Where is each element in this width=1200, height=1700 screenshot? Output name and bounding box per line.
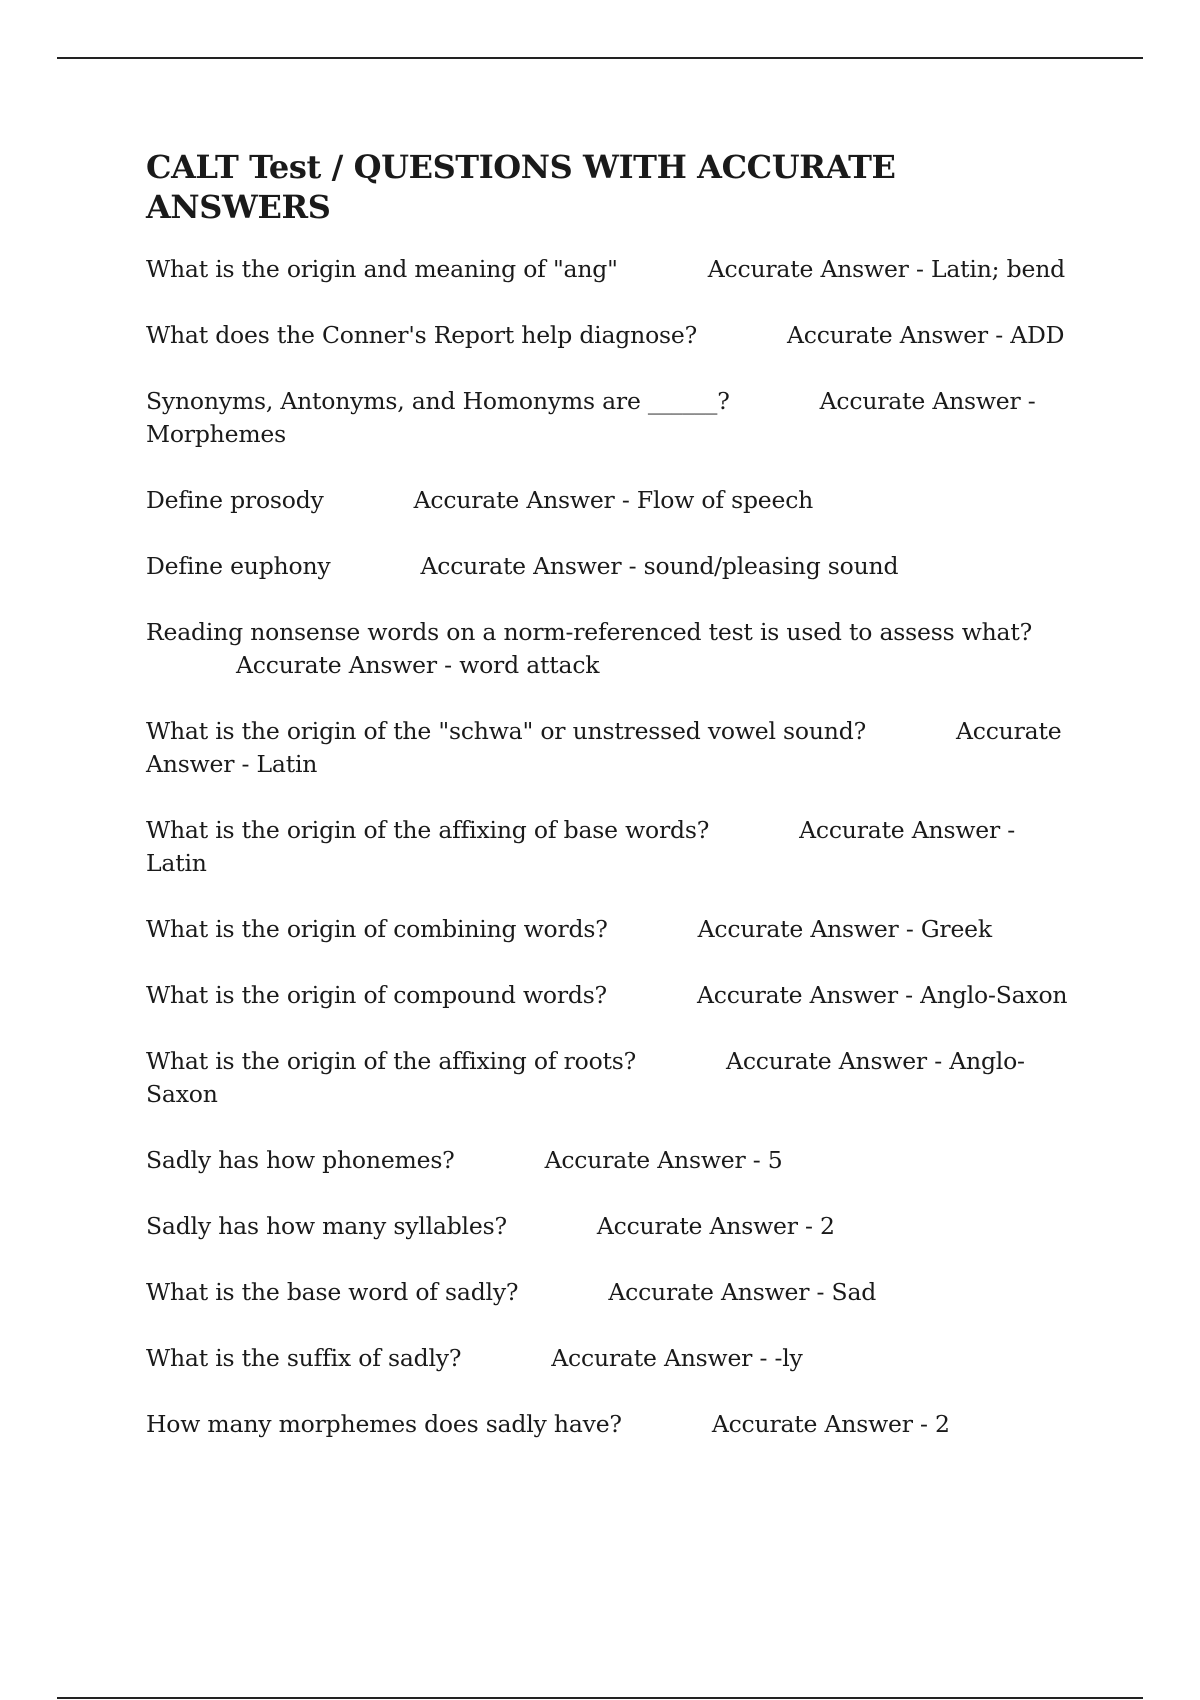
- answer-text: Accurate Answer - 2: [596, 1212, 835, 1240]
- question-text: What is the origin and meaning of "ang": [146, 255, 618, 283]
- question-text: What is the origin of the affixing of roots?: [146, 1047, 637, 1075]
- question-text: Sadly has how phonemes?: [146, 1146, 455, 1174]
- question-text: Sadly has how many syllables?: [146, 1212, 507, 1240]
- question-text: Reading nonsense words on a norm-referenced test is used to assess what?: [146, 618, 1033, 646]
- qa-item: [146, 814, 1080, 880]
- question-text: What is the origin of the affixing of base words?: [146, 816, 710, 844]
- question-text: Define prosody: [146, 486, 324, 514]
- qa-item: [146, 1210, 1080, 1243]
- answer-text: Accurate Answer - Anglo-Saxon: [146, 1047, 1025, 1108]
- answer-text: Accurate Answer - 5: [544, 1146, 783, 1174]
- qa-item: [146, 715, 1080, 781]
- answer-text: Accurate Answer - sound/pleasing sound: [420, 552, 899, 580]
- answer-text: Accurate Answer - -ly: [551, 1344, 803, 1372]
- question-text: Synonyms, Antonyms, and Homonyms are ______?: [146, 387, 730, 415]
- document-body: [146, 147, 1080, 1474]
- question-text: What is the origin of the "schwa" or unstressed vowel sound?: [146, 717, 866, 745]
- answer-text: Accurate Answer - Morphemes: [146, 387, 1036, 448]
- answer-text: Accurate Answer - Sad: [608, 1278, 877, 1306]
- qa-item: [146, 253, 1080, 286]
- question-text: What does the Conner's Report help diagnose?: [146, 321, 698, 349]
- answer-text: Accurate Answer - Latin; bend: [707, 255, 1065, 283]
- answer-text: Accurate Answer - word attack: [236, 651, 600, 679]
- question-text: How many morphemes does sadly have?: [146, 1410, 622, 1438]
- answer-text: Accurate Answer - Anglo-Saxon: [696, 981, 1068, 1009]
- qa-list: [146, 253, 1080, 1441]
- qa-item: [146, 979, 1080, 1012]
- qa-item: [146, 319, 1080, 352]
- answer-text: Accurate Answer - Greek: [697, 915, 992, 943]
- answer-text: Accurate Answer - Latin: [146, 717, 1062, 778]
- top-rule: [57, 57, 1143, 59]
- question-text: Define euphony: [146, 552, 331, 580]
- question-text: What is the suffix of sadly?: [146, 1344, 462, 1372]
- answer-text: Accurate Answer - ADD: [787, 321, 1065, 349]
- qa-item: [146, 385, 1080, 451]
- qa-item: [146, 616, 1080, 682]
- question-text: What is the base word of sadly?: [146, 1278, 519, 1306]
- question-text: What is the origin of combining words?: [146, 915, 608, 943]
- qa-item: [146, 484, 1080, 517]
- qa-item: [146, 913, 1080, 946]
- page-title: CALT Test / QUESTIONS WITH ACCURATE ANSWERS: [146, 148, 896, 226]
- qa-item: [146, 1408, 1080, 1441]
- bottom-rule: [57, 1697, 1143, 1699]
- question-text: What is the origin of compound words?: [146, 981, 607, 1009]
- qa-item: [146, 1144, 1080, 1177]
- qa-item: [146, 550, 1080, 583]
- answer-text: Accurate Answer - Latin: [146, 816, 1016, 877]
- qa-item: [146, 1045, 1080, 1111]
- qa-item: [146, 1276, 1080, 1309]
- qa-item: [146, 1342, 1080, 1375]
- answer-text: Accurate Answer - Flow of speech: [413, 486, 814, 514]
- answer-text: Accurate Answer - 2: [711, 1410, 950, 1438]
